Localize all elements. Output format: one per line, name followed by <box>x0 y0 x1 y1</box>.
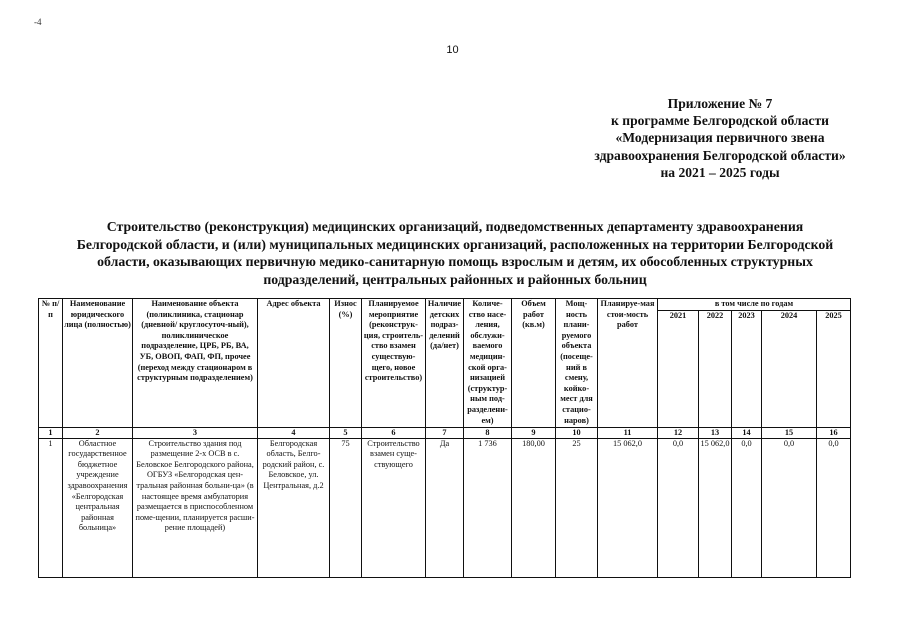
header-by-years: в том числе по годам <box>658 299 851 311</box>
column-number: 2 <box>63 427 133 438</box>
cell-year-2024: 0,0 <box>762 438 817 577</box>
header-year-2022: 2022 <box>699 310 732 427</box>
header-no: № п/п <box>39 299 63 428</box>
cell-child-units: Да <box>426 438 464 577</box>
column-number: 4 <box>258 427 330 438</box>
cell-address: Белгородская область, Белго-родский район, с. Беловское, ул. Центральная, д.2 <box>258 438 330 577</box>
appendix-line: Приложение № 7 <box>667 96 773 111</box>
cell-object-name: Строительство здания под размещение 2-х ОСВ в с. Беловское Белгородского района, ОГБУЗ «Белгородская цен-тральная районная больни-ца» (в настоящее время амбулатория размещается в приспособленном поме-щении, планируется расши-рение площадей) <box>133 438 258 577</box>
header-year-2024: 2024 <box>762 310 817 427</box>
column-number: 6 <box>362 427 426 438</box>
header-planned-event: Планируемое мероприятие (реконструк-ция, строитель-ство взамен существую-щего, новое строительство) <box>362 299 426 428</box>
cell-wear: 75 <box>330 438 362 577</box>
cell-planned-cost: 15 062,0 <box>598 438 658 577</box>
title-line: подразделений, центральных районных и районных больниц <box>263 271 647 287</box>
cell-population: 1 736 <box>464 438 512 577</box>
appendix-heading <box>560 95 880 181</box>
header-work-volume: Объем работ (кв.м) <box>512 299 556 428</box>
header-year-2023: 2023 <box>732 310 762 427</box>
header-capacity: Мощ-ность плани-руемого объекта (посеще-ний в смену, койко-мест для стацио-наров) <box>556 299 598 428</box>
header-address: Адрес объекта <box>258 299 330 428</box>
column-number: 10 <box>556 427 598 438</box>
header-year-2021: 2021 <box>658 310 699 427</box>
cell-capacity: 25 <box>556 438 598 577</box>
cell-legal-name: Областное государственное бюджетное учреждение здравоохранения «Белгородская центральная районная больница» <box>63 438 133 577</box>
scan-mark: -4 <box>34 17 42 27</box>
title-line: Строительство (реконструкция) медицинских организаций, подведомственных департаменту здравоохранения <box>106 219 804 234</box>
column-number: 11 <box>598 427 658 438</box>
column-number: 12 <box>658 427 699 438</box>
cell-year-2022: 15 062,0 <box>699 438 732 577</box>
column-number: 7 <box>426 427 464 438</box>
title-line: Белгородской области, и (или) муниципальных медицинских организаций, расположенных на территории Белгородской <box>76 236 834 252</box>
appendix-line: к программе Белгородской области <box>611 113 829 129</box>
cell-year-2025: 0,0 <box>817 438 851 577</box>
column-number: 15 <box>762 427 817 438</box>
cell-year-2023: 0,0 <box>732 438 762 577</box>
header-year-2025: 2025 <box>817 310 851 427</box>
header-child-units: Наличие детских подраз-делений (да/нет) <box>426 299 464 428</box>
column-number: 14 <box>732 427 762 438</box>
title-line: области, оказывающих первичную медико-санитарную помощь взрослым и детям, их обособленных структурных <box>97 254 813 270</box>
header-wear: Износ (%) <box>330 299 362 428</box>
document-title <box>30 218 880 288</box>
column-number: 13 <box>699 427 732 438</box>
cell-year-2021: 0,0 <box>658 438 699 577</box>
column-number: 8 <box>464 427 512 438</box>
page-number: 10 <box>446 44 459 56</box>
cell-work-volume: 180,00 <box>512 438 556 577</box>
appendix-line: здравоохранения Белгородской области» <box>594 147 846 163</box>
column-number: 1 <box>39 427 63 438</box>
header-planned-cost: Планируе-мая стои-мость работ <box>598 299 658 428</box>
column-number: 16 <box>817 427 851 438</box>
header-object-name: Наименование объекта (поликлиника, стационар (дневной/ круглосуточ-ный), поликлиническое подразделение, ЦРБ, РБ, ВА, УБ, ОВОП, ФАП, ФП, прочее (переход между стационаром в структурным подразделением) <box>133 299 258 428</box>
table-row <box>39 438 851 577</box>
column-number: 9 <box>512 427 556 438</box>
construction-table <box>38 298 851 578</box>
header-legal-name: Наименование юридического лица (полностью) <box>63 299 133 428</box>
header-population: Количе-ство насе-ления, обслужи-ваемого медицин-ской орга-низацией (структур-ным под-разделени-ем) <box>464 299 512 428</box>
cell-planned-event: Строительство взамен суще-ствующего <box>362 438 426 577</box>
appendix-line: «Модернизация первичного звена <box>615 130 825 146</box>
column-number: 3 <box>133 427 258 438</box>
appendix-line: на 2021 – 2025 годы <box>660 164 780 180</box>
column-number: 5 <box>330 427 362 438</box>
cell-no: 1 <box>39 438 63 577</box>
